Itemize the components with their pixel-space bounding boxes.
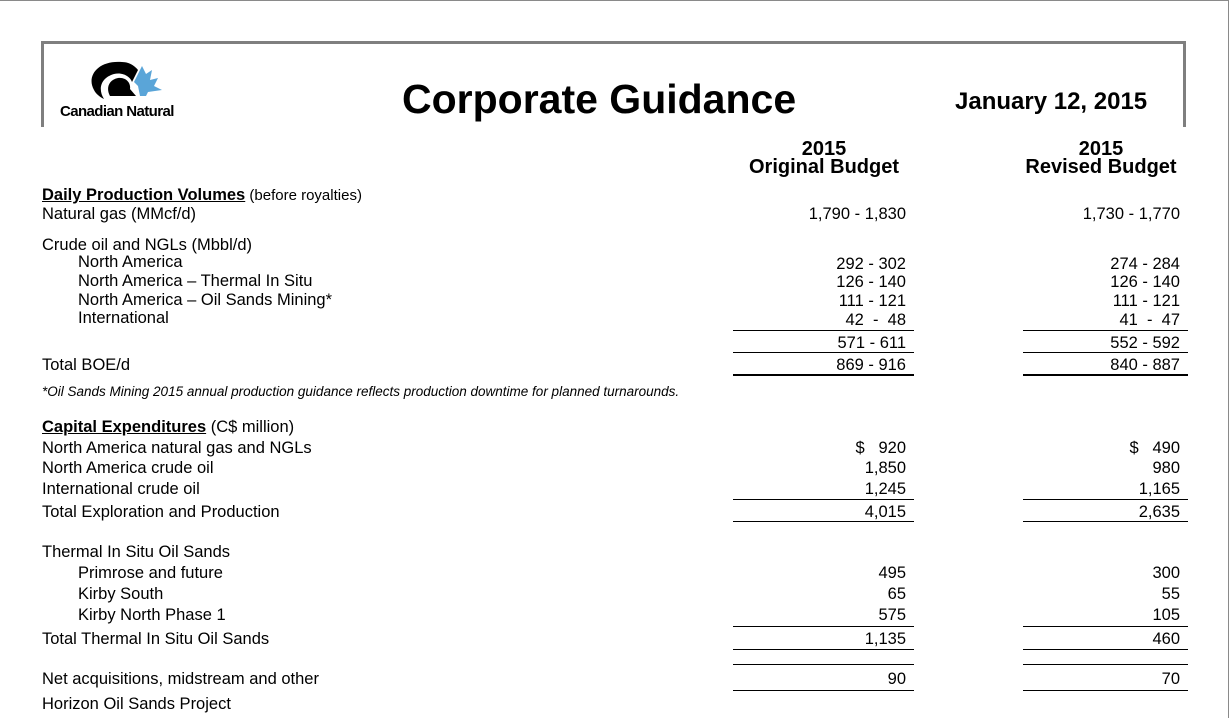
natural-gas-revised: 1,730 - 1,770 — [1082, 205, 1180, 223]
page-title: Corporate Guidance — [402, 76, 797, 122]
total-boe-revised: 840 - 887 — [1110, 356, 1180, 374]
total-rule — [1023, 352, 1188, 353]
capex-row-original: 1,850 — [864, 459, 906, 477]
crude-row-original: 126 - 140 — [836, 273, 906, 291]
crude-row-original: 292 - 302 — [836, 255, 906, 273]
thermal-row-revised: 105 — [1152, 606, 1180, 624]
total-rule — [1023, 521, 1188, 522]
thermal-row-original: 495 — [878, 564, 906, 582]
capex-row-revised: 980 — [1152, 459, 1180, 477]
section-title: Daily Production Volumes — [42, 186, 246, 204]
logo-text: Canadian Natural — [60, 103, 174, 120]
column-year: 2015 — [1078, 138, 1124, 160]
total-rule — [733, 649, 914, 650]
column-header-revised — [1018, 140, 1184, 176]
capex-section-heading — [42, 418, 294, 437]
total-rule — [733, 352, 914, 353]
thermal-row-label: Kirby South — [78, 585, 164, 603]
crude-row-revised: 274 - 284 — [1110, 255, 1180, 273]
net-acquisitions-label: Net acquisitions, midstream and other — [42, 670, 319, 688]
total-ep-original: 4,015 — [864, 503, 906, 521]
total-thermal-revised: 460 — [1152, 630, 1180, 648]
net-acquisitions-revised: 70 — [1161, 670, 1180, 688]
crude-row-label: North America — [78, 253, 183, 271]
total-rule — [1023, 649, 1188, 650]
column-header-original — [744, 140, 904, 176]
natural-gas-original: 1,790 - 1,830 — [808, 205, 906, 223]
total-thermal-original: 1,135 — [864, 630, 906, 648]
crude-row-revised: 41 - 47 — [1119, 311, 1180, 329]
thermal-row-revised: 55 — [1161, 585, 1180, 603]
crude-row-label: North America – Oil Sands Mining* — [78, 291, 333, 309]
subtotal-rule — [733, 626, 914, 627]
capex-row-label: North America crude oil — [42, 459, 214, 477]
crude-row-original: 42 - 48 — [845, 311, 906, 329]
net-acquisitions-original: 90 — [887, 670, 906, 688]
subtotal-rule — [1023, 499, 1188, 500]
capex-row-label: International crude oil — [42, 480, 200, 498]
section-title: Capital Expenditures — [42, 418, 207, 436]
crude-row-original: 111 - 121 — [838, 292, 906, 310]
crude-row-label: North America – Thermal In Situ — [78, 272, 313, 290]
thermal-row-original: 65 — [887, 585, 906, 603]
subtotal-rule — [733, 499, 914, 500]
total-boe-label: Total BOE/d — [42, 356, 131, 374]
total-ep-label: Total Exploration and Production — [42, 503, 280, 521]
total-thermal-label: Total Thermal In Situ Oil Sands — [42, 630, 270, 648]
total-rule — [733, 521, 914, 522]
thermal-row-original: 575 — [878, 606, 906, 624]
crude-row-label: International — [78, 309, 169, 327]
total-ep-revised: 2,635 — [1138, 503, 1180, 521]
column-label: Revised Budget — [1025, 156, 1177, 178]
subtotal-rule — [1023, 626, 1188, 627]
column-label: Original Budget — [749, 156, 899, 178]
thermal-row-revised: 300 — [1152, 564, 1180, 582]
total-boe-original: 869 - 916 — [836, 356, 906, 374]
subtotal-rule — [733, 330, 914, 331]
crude-subtotal-revised: 552 - 592 — [1110, 334, 1180, 352]
capex-row-original: 1,245 — [864, 480, 906, 498]
double-rule — [1023, 374, 1188, 376]
total-rule — [1023, 690, 1188, 691]
production-section-heading — [42, 186, 362, 205]
horizon-project-label: Horizon Oil Sands Project — [42, 695, 231, 713]
capex-row-original: $ 920 — [855, 439, 906, 457]
footnote: *Oil Sands Mining 2015 annual production guidance reflects production downtime for planned turnarounds. — [42, 384, 680, 399]
total-rule — [733, 690, 914, 691]
capex-row-revised: 1,165 — [1138, 480, 1180, 498]
thermal-section-label: Thermal In Situ Oil Sands — [42, 543, 230, 561]
subtotal-rule — [1023, 330, 1188, 331]
thermal-row-label: Primrose and future — [78, 564, 223, 582]
subtotal-rule — [733, 664, 914, 665]
section-note: (before royalties) — [245, 187, 362, 204]
natural-gas-label: Natural gas (MMcf/d) — [42, 205, 197, 223]
double-rule — [733, 374, 914, 376]
capex-row-label: North America natural gas and NGLs — [42, 439, 312, 457]
thermal-row-label: Kirby North Phase 1 — [78, 606, 226, 624]
document-date: January 12, 2015 — [955, 88, 1148, 115]
subtotal-rule — [1023, 664, 1188, 665]
crude-subtotal-original: 571 - 611 — [837, 334, 906, 352]
column-year: 2015 — [801, 138, 847, 160]
section-note: (C$ million) — [206, 418, 295, 436]
crude-oil-label: Crude oil and NGLs (Mbbl/d) — [42, 236, 253, 254]
crude-row-revised: 111 - 121 — [1112, 292, 1180, 310]
crude-row-revised: 126 - 140 — [1110, 273, 1180, 291]
capex-row-revised: $ 490 — [1129, 439, 1180, 457]
page-border — [0, 0, 1228, 1]
